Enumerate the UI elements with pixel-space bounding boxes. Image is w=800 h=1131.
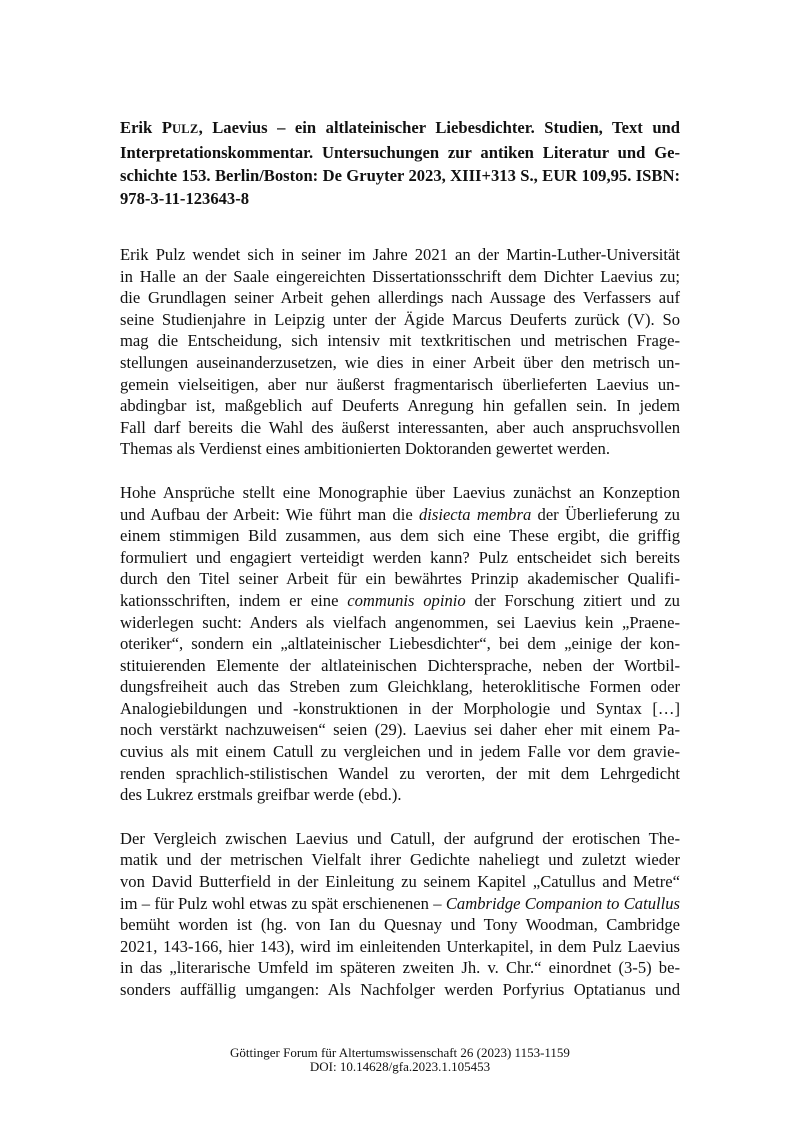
heading-line: Interpretationskommentar. Untersuchungen zur antiken Literatur und Ge-: [120, 143, 680, 162]
paragraph-1: [120, 244, 680, 460]
text-segment: seine Studienjahre in Leipzig unter der Ägide Marcus Deuferts zurück (V). So: [120, 309, 680, 329]
text-line: [120, 655, 680, 677]
text-segment: noch verstärkt nachzuweisen“ seien (29). Laevius sei daher eher mit einem Pa-: [120, 720, 680, 740]
text-line: [120, 287, 680, 309]
text-segment: einem stimmigen Bild zusammen, aus dem sich eine These ergibt, die griffig: [120, 526, 680, 546]
text-line: [120, 244, 680, 266]
text-segment: kationsschriften, indem er eine: [120, 590, 348, 610]
text-line: [120, 936, 680, 958]
text-segment: bemüht worden ist (hg. von Ian du Quesnay und Tony Woodman, Cambridge: [120, 915, 680, 935]
text-line: [120, 395, 680, 417]
text-line: [120, 676, 680, 698]
text-line: [120, 309, 680, 331]
italic-phrase: communis opinio: [347, 590, 466, 610]
heading-line: schichte 153. Berlin/Boston: De Gruyter 2023, XIII+313 S., EUR 109,95. ISBN:: [120, 166, 680, 185]
text-line: [120, 482, 680, 504]
author-first-name: Erik: [120, 118, 162, 137]
text-segment: dungsfreiheit auch das Streben zum Gleichklang, heteroklitische Formen oder: [120, 677, 680, 697]
text-line: [120, 633, 680, 655]
text-segment: Der Vergleich zwischen Laevius und Catull, der aufgrund der erotischen The-: [120, 828, 680, 848]
text-segment: gemein vielseitigen, aber nur äußerst fragmentarisch überlieferten Laevius un-: [120, 374, 680, 394]
author-last-initial: P: [161, 118, 172, 137]
text-line: [120, 438, 680, 460]
text-line: [120, 612, 680, 634]
text-line: [120, 525, 680, 547]
review-body: [120, 244, 680, 1023]
text-segment: stituierenden Elemente der altlateinischen Dichtersprache, neben der Wortbil-: [120, 655, 680, 675]
text-line: [120, 763, 680, 785]
text-segment: Hohe Ansprüche stellt eine Monographie über Laevius zunächst an Konzeption: [120, 482, 680, 502]
text-line: [120, 741, 680, 763]
text-line: [120, 266, 680, 288]
heading-isbn-line: 978-3-11-123643-8: [120, 189, 250, 208]
text-segment: oteriker“, sondern ein „altlateinischer Liebesdichter“, bei dem „einige der kon-: [120, 634, 680, 654]
text-line: [120, 352, 680, 374]
text-segment: renden sprachlich-stilistischen Wandel zu verorten, der mit dem Lehrgedicht: [120, 763, 680, 783]
text-segment: stellungen auseinanderzusetzen, wie dies in einer Arbeit über den metrisch un-: [120, 352, 680, 372]
text-segment: Themas als Verdienst eines ambitionierten Doktoranden gewertet werden.: [120, 439, 610, 459]
heading-line: [120, 116, 680, 141]
text-segment: sonders auffällig umgangen: Als Nachfolger werden Porfyrius Optatianus und: [120, 980, 680, 999]
text-segment: des Lukrez erstmals greifbar werde (ebd.).: [120, 785, 402, 805]
text-line: [120, 849, 680, 871]
text-line: [120, 719, 680, 741]
italic-phrase: Cambridge Companion to Catullus: [445, 893, 680, 913]
text-line: [120, 504, 680, 526]
paragraph-3: [120, 828, 680, 1001]
text-segment: matik und der metrischen Vielfalt ihrer Gedichte naheliegt und zuletzt wieder: [120, 850, 680, 870]
text-line: [120, 330, 680, 352]
text-segment: formuliert und engagiert verteidigt werden kann? Pulz entscheidet sich bereits: [120, 547, 680, 567]
text-segment: die Grundlagen seiner Arbeit gehen allerdings nach Aussage des Verfassers auf: [120, 288, 680, 308]
text-line: [120, 417, 680, 439]
italic-phrase: disiecta membra: [418, 504, 532, 524]
page-footer: [120, 1046, 680, 1074]
text-segment: der Forschung zitiert und zu: [465, 590, 680, 610]
text-line: [120, 547, 680, 569]
heading-title-text: , Laevius – ein altlateinischer Liebesdichter. Studien, Text und: [198, 118, 681, 137]
review-heading: [120, 116, 680, 210]
text-line: [120, 979, 680, 1001]
text-segment: 2021, 143-166, hier 143), wird im einleitenden Unterkapitel, in dem Pulz Laevius: [120, 936, 680, 956]
text-segment: von David Butterfield in der Einleitung zu seinem Kapitel „Catullus and Metre“: [120, 872, 680, 892]
text-line: [120, 871, 680, 893]
text-segment: widerlegen sucht: Anders als vielfach angenommen, sei Laevius kein „Praene-: [120, 612, 680, 632]
text-line: [120, 957, 680, 979]
journal-citation: Göttinger Forum für Altertumswissenschaft 26 (2023) 1153-1159: [230, 1045, 570, 1060]
text-segment: und Aufbau der Arbeit: Wie führt man die: [120, 504, 419, 524]
text-line: [120, 893, 680, 915]
text-line: [120, 568, 680, 590]
text-segment: cuvius als mit einem Catull zu vergleichen und in jedem Falle vor dem gravie-: [120, 742, 680, 762]
text-line: [120, 784, 680, 806]
text-segment: im – für Pulz wohl etwas zu spät erschienenen –: [120, 893, 446, 913]
text-segment: in das „literarische Umfeld im späteren zweiten Jh. v. Chr.“ einordnet (3-5) be-: [120, 958, 680, 978]
paragraph-2: [120, 482, 680, 806]
text-segment: Fall darf bereits die Wahl des äußerst interessanten, aber auch anspruchsvollen: [120, 417, 680, 437]
text-line: [120, 698, 680, 720]
text-segment: Analogiebildungen und -konstruktionen in der Morphologie und Syntax […]: [120, 698, 680, 718]
text-segment: abdingbar ist, maßgeblich auf Deuferts Anregung hin gefallen sein. In jedem: [120, 396, 680, 416]
text-line: [120, 914, 680, 936]
doi: DOI: 10.14628/gfa.2023.1.105453: [309, 1059, 491, 1074]
text-line: [120, 828, 680, 850]
text-line: [120, 590, 680, 612]
text-segment: in Halle an der Saale eingereichten Dissertationsschrift dem Dichter Laevius zu;: [120, 266, 680, 286]
text-segment: der Überlieferung zu: [531, 504, 680, 524]
text-segment: durch den Titel seiner Arbeit für ein bewährtes Prinzip akademischer Qualifi-: [120, 569, 680, 589]
author-last-name-smallcaps: ULZ: [171, 122, 199, 136]
text-segment: mag die Entscheidung, sich intensiv mit textkritischen und metrischen Frage-: [120, 331, 680, 351]
text-segment: Erik Pulz wendet sich in seiner im Jahre 2021 an der Martin-Luther-Universität: [120, 245, 680, 264]
text-line: [120, 374, 680, 396]
